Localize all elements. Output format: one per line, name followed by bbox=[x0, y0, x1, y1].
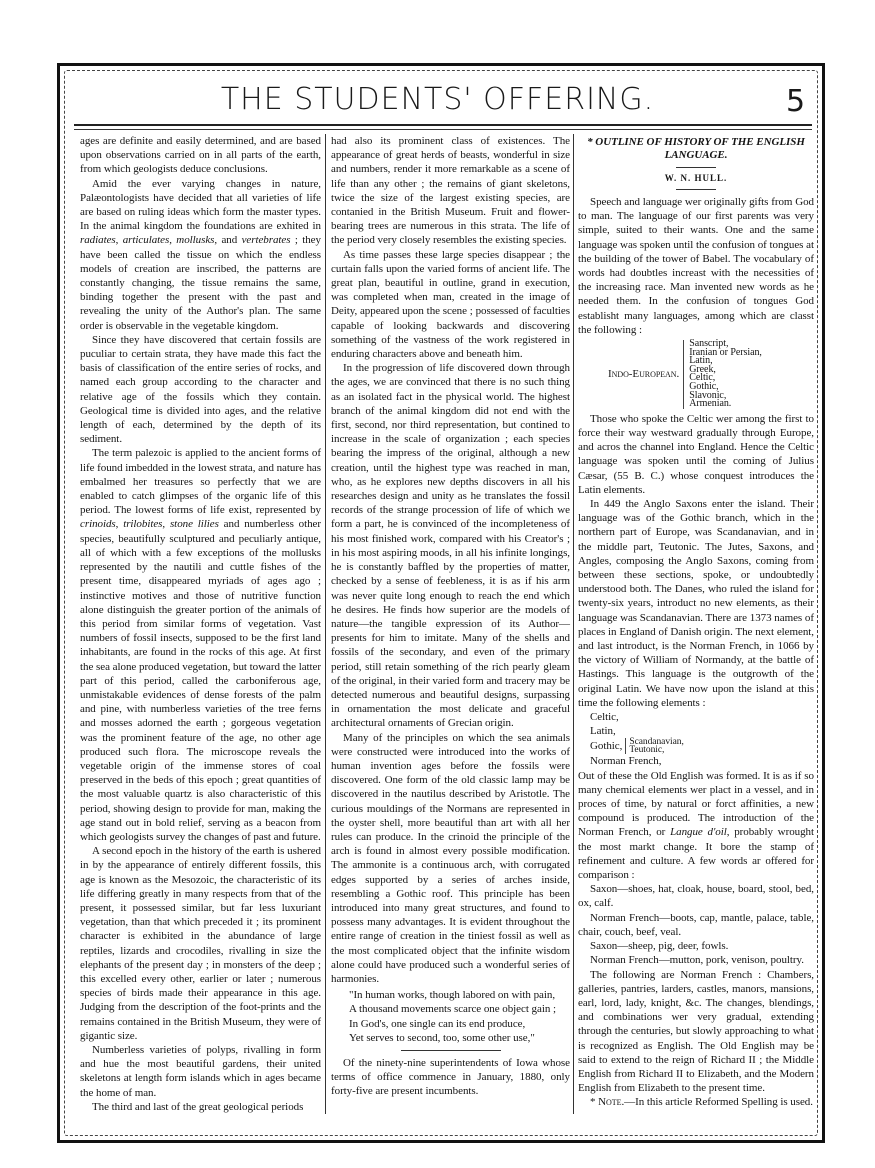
text: Amid the ever varying changes in nature, Palæontologists have decided that all varieties of life are based on ruling ideas which form the master types. In the animal kingdom the foundations are exhited in bbox=[80, 177, 321, 233]
text: ; they have been called the tissue on which the endless models of creation are inscribed, the patterns are constantly changing, the tissue remains the same, binding together the present with the past and revealing the unity of the Author's plan. The same order is observable in the vegetable kingdom. bbox=[80, 234, 321, 332]
language-family-list bbox=[608, 340, 814, 409]
element-item: Latin, bbox=[590, 725, 616, 738]
paragraph: Many of the principles on which the sea animals were constructed were introduced into the works of human invention ages before the fossils were discovered. One form of the old classic lamp may be discovered in the nautilus described by Aristotle. The curious mouldings of the Normans are represented in the oyster shell, more beautiful than art with all her rules can produce. In the crinoid the principle of the arch is found in almost every possible modification. The ammonite is a continuous arch, with corrugated edges supported by a series of arches inside, resembling a Gothic roof. This principle has been introduced into many great structures, and found to possess many advantages. It is evident throughout the entire range of creation in the tiniest fossil as well as the most complicated object that the infinite wisdom alone could have produced such a wonderful series of harmonies. bbox=[331, 731, 570, 985]
branch-item: Teutonic, bbox=[629, 745, 665, 756]
text: , bbox=[115, 234, 123, 247]
note-label: * Note. bbox=[590, 1096, 625, 1109]
poem-line: A thousand movements scarce one object gain ; bbox=[349, 1003, 556, 1016]
italic-term: vertebrates bbox=[241, 234, 291, 247]
paragraph bbox=[80, 177, 321, 333]
element-item: Celtic, bbox=[590, 711, 619, 724]
text: , probably wrought the most markt change. It bore the stamp of refinement and culture. A few words ar offered for comparison : bbox=[578, 826, 814, 882]
masthead-title: THE STUDENTS' OFFERING. bbox=[220, 82, 655, 117]
note-text: —In this article Reformed Spelling is used. bbox=[624, 1096, 813, 1109]
language-item: Gothic, bbox=[689, 381, 719, 392]
paragraph: ages are definite and easily determined, and are based upon observations carried on in all parts of the earth, from which geologists deduce conclusions. bbox=[80, 135, 321, 176]
language-item: Iranian or Persian, bbox=[689, 346, 762, 358]
italic-term: stone lilies bbox=[169, 518, 219, 531]
paragraph: Speech and language wer originally gifts from God to man. The language of our first parents was very simple, suited to their wants. One and the same language was spoken until the confusion of tongues at the building of the tower of Babel. The vocabulary of words had doubtles increast with the necessities of the increasing race. Man invented new words as he needed them. In the confusion of tongues God establisht many languages, among which are classt the following : bbox=[578, 196, 814, 336]
language-item: Sanscript, bbox=[689, 338, 729, 350]
italic-term: radiates bbox=[80, 234, 116, 247]
column-2 bbox=[331, 134, 570, 1099]
text: The term palezoic is applied to the ancient forms of life found imbedded in the lowest strata, and nature has embalmed her treasures so perfectly that we are enabled to catch glimpses of the organic life of this period. The lowest forms of life exist, represented by bbox=[80, 447, 321, 517]
text: , bbox=[115, 518, 124, 531]
italic-term: articulates bbox=[122, 234, 170, 247]
language-list bbox=[683, 340, 762, 409]
branch-item: Scandanavian, bbox=[629, 737, 684, 748]
paragraph bbox=[578, 769, 814, 883]
language-item: Slavonic, bbox=[689, 389, 727, 401]
poem-line: Yet serves to second, too, some other use," bbox=[349, 1031, 535, 1044]
paragraph: The third and last of the great geological periods bbox=[92, 1100, 304, 1113]
paragraph: Saxon—shoes, hat, cloak, house, board, stool, bed, ox, calf. bbox=[578, 883, 814, 910]
paragraph: In 449 the Anglo Saxons enter the island. Their language was of the Gothic branch, which in the northern part of Europe, was Scandanavian, and in the middle part, Teutonic. The Jutes, Saxons, and Angles, composing the Anglo Saxons, coming from between these sections, spoke, or undoubtedly understood both. The Danes, who ruled the island for twenty-six years, introduct no new elements, as their language was Scandanavian. There are 1373 names of places in England of Danish origin. The next element, and last introduct, is the Norman French, in 1066 by the victory of William of Normandy, at the battle of Hastings. This language is the outgrowth of the original Latin. We have now upon the island at this time the following elements : bbox=[578, 498, 814, 709]
separator-rule bbox=[401, 1050, 501, 1051]
italic-term: Langue d'oil bbox=[670, 826, 727, 839]
page-number: 5 bbox=[786, 84, 806, 119]
column-1 bbox=[80, 134, 321, 1114]
element-item-gothic bbox=[590, 738, 814, 754]
paragraph: As time passes these large species disappear ; the curtain falls upon the varied forms of ancient life. The great plan, beautiful in outline, grand in execution, was completed when man, created in the image of Deity, appeared upon the scene ; possessed of faculties capable of looking backwards and discovering something of the vastness of the work registered in enduring characters above and beneath him. bbox=[331, 248, 570, 361]
paragraph: Since they have discovered that certain fossils are puculiar to certain strata, they have made this fact the basis of classification of the entire series of rocks, and named each group according to the character and relative age of the fossils which they contain. Geological time is divided into ages, and the relative length of each, determined by the depth of its sediment. bbox=[80, 333, 321, 446]
column-divider bbox=[573, 134, 574, 1114]
text: Out of these the Old English was formed. It is as if so many chemical elements wer plact in a vessel, and in proces of time, by natural or forct affinities, a new compound is produced. The introduction of the Norman French, or bbox=[578, 769, 814, 839]
text: , bbox=[169, 234, 177, 247]
poem-quote bbox=[331, 988, 570, 1045]
italic-term: crinoids bbox=[80, 518, 116, 531]
family-label: Indo-European. bbox=[608, 368, 680, 381]
text: and numberless other species, beautifully sculptured and peculiarly antique, all of which with a few exceptions of the mollusks represented by the nautili and cuttle fishes of the present time, disappeared myriads of ages ago ; instinctive motives and those of nutritive function alone distinguish the greater portion of the animals of this period from similar forms of vegetation. Vast numbers of fossil insects, supposed to be the first land inhabitants, are found in the rocks of this age. At first the sea alone produced vegetation, but toward the latter part of this period, called the carboniferous age, unmistakable evidences of dense forests of the palm and pine, with numberless varieties of the tree ferns and mosses adorned the earth ; gorgeous vegetation was the prominent feature of the age, no other age produced such flora. The microscope reveals the vegetable origin of the immense stores of coal preserved in the beds of this epoch ; great quantities of the most valuable quartz is also characteristic of this period, showing design to provide for man, making the age stand out in bold relief, serving as a beacon from which geologists survey the changes of past and future. bbox=[80, 518, 321, 843]
header-rule bbox=[74, 124, 812, 126]
paragraph: Numberless varieties of polyps, rivalling in form and hue the most beautiful gardens, their united skeletons at length form islands which in ages became the home of man. bbox=[80, 1044, 321, 1099]
paragraph: had also its prominent class of existences. The appearance of great herds of beasts, wonderful in size and numbers, render it more remarkable as a scene of life than any other ; the remains of giant skeletons, twice the size of the largest existing species, are contanied in the British Museum. Fruit and flower-bearing trees are numerous in this strata. The life of the period very closely resembles the existing species. bbox=[331, 135, 570, 247]
paragraph: Of the ninety-nine superintendents of Iowa whose terms of office commence in January, 1880, only forty-five are present incumbents. bbox=[331, 1057, 570, 1098]
text: , bbox=[162, 518, 170, 531]
poem-line: "In human works, though labored on with pain, bbox=[349, 989, 556, 1002]
italic-term: mollusks bbox=[176, 234, 215, 247]
language-item: Armenian. bbox=[689, 398, 732, 410]
column-3 bbox=[578, 134, 814, 1110]
paragraph: Norman French—boots, cap, mantle, palace, table, chair, couch, beef, veal. bbox=[578, 911, 814, 938]
italic-term: trilobites bbox=[123, 518, 163, 531]
element-label: Gothic, bbox=[590, 740, 623, 753]
footnote bbox=[578, 1095, 814, 1109]
header-rule-thin bbox=[74, 129, 812, 130]
paragraph: Norman French—mutton, pork, venison, poultry. bbox=[590, 954, 804, 967]
paragraph: The following are Norman French : Chambers, galleries, pantries, larders, castles, manors, mansions, earl, lord, lady, knight, &c. The changes, blendings, and combinations wer very gradual, extending through the centuries, but slowly approaching to what is recognized as English. The Old English may be said to extend to the reign of Richard II ; the Middle English from Richard II to Elizabeth, and the Modern English from Elizabeth to the present time. bbox=[578, 968, 814, 1095]
language-item: Celtic, bbox=[689, 372, 716, 384]
paragraph: Saxon—sheep, pig, deer, fowls. bbox=[590, 940, 729, 953]
text: , and bbox=[214, 234, 242, 247]
paragraph: A second epoch in the history of the earth is ushered in by the appearance of entirely different fossils, this age is known as the Mesozoic, the characteristic of its life differing greatly in many respects from that of the present, it possessed similar, but far less luxuriant vegetation, than that which preceded it ; its prominent character is exhibited in the abundance of large reptiles, lizards and crocodiles, rivalling in size the elephants of the present day ; in monsters of the deep ; this excelled every other, earlier or later ; numerous species of birds made their appearance in this age. Judging from the description of the foot-prints and the remains contained in the British Museum, they were of gigantic size. bbox=[80, 845, 321, 1042]
poem-line: In God's, one single can its end produce, bbox=[349, 1017, 526, 1030]
separator-rule bbox=[676, 189, 716, 190]
article-heading: * OUTLINE OF HISTORY OF THE ENGLISH LANGUAGE. bbox=[587, 136, 805, 161]
elements-list bbox=[578, 710, 814, 769]
paragraph: In the progression of life discovered down through the ages, we are convinced that there is no such thing as an isolated fact in the physical world. The highest branch of the animal kingdom did not end with the first, second, nor third representation, but contined to increase in the scale of organization ; each species bearing the impress of the original, although a new creation, until the highest type was reached in man, who, as he explores new depths discovers in all his researches design and unity as he translates the fossil records of the strange procession of life of which we form a part, he is convinced of the incompleteness of his most finished work, compared with his Creator's ; in his most aspiring moods, in all his infinite longings, he is constantly baffled by the properties of matter, checked by a sense of feebleness, it is as if his arm was never quite long enough to reach the end which he desires. He finds how superior are the models of nature—the tangible expression of its Author—presents for him to imitate. Many of the shells and fossils of the secondary, and even of the primary period, still retain something of the rich pearly gleam of the original, in their varied form and tracery may be detected numerous and beautiful designs, surpassing in ornamentation the most delicate and graceful architectural ornaments of Grecian origin. bbox=[331, 362, 570, 730]
paragraph bbox=[80, 446, 321, 844]
language-item: Latin, bbox=[689, 355, 713, 367]
separator-rule bbox=[676, 167, 716, 168]
paragraph: Those who spoke the Celtic wer among the first to force their way westward gradually through Europe, and acros the channel into England. Hence the Celtic language was spoken until the coming of Julius Cæsar, (55 B. C.) whose conquest introduces the Latin elements. bbox=[578, 412, 814, 496]
column-divider bbox=[325, 134, 326, 1114]
article-author: W. N. HULL. bbox=[664, 173, 728, 183]
gothic-branches bbox=[625, 738, 683, 754]
element-item: Norman French, bbox=[590, 755, 662, 768]
language-item: Greek, bbox=[689, 363, 716, 375]
